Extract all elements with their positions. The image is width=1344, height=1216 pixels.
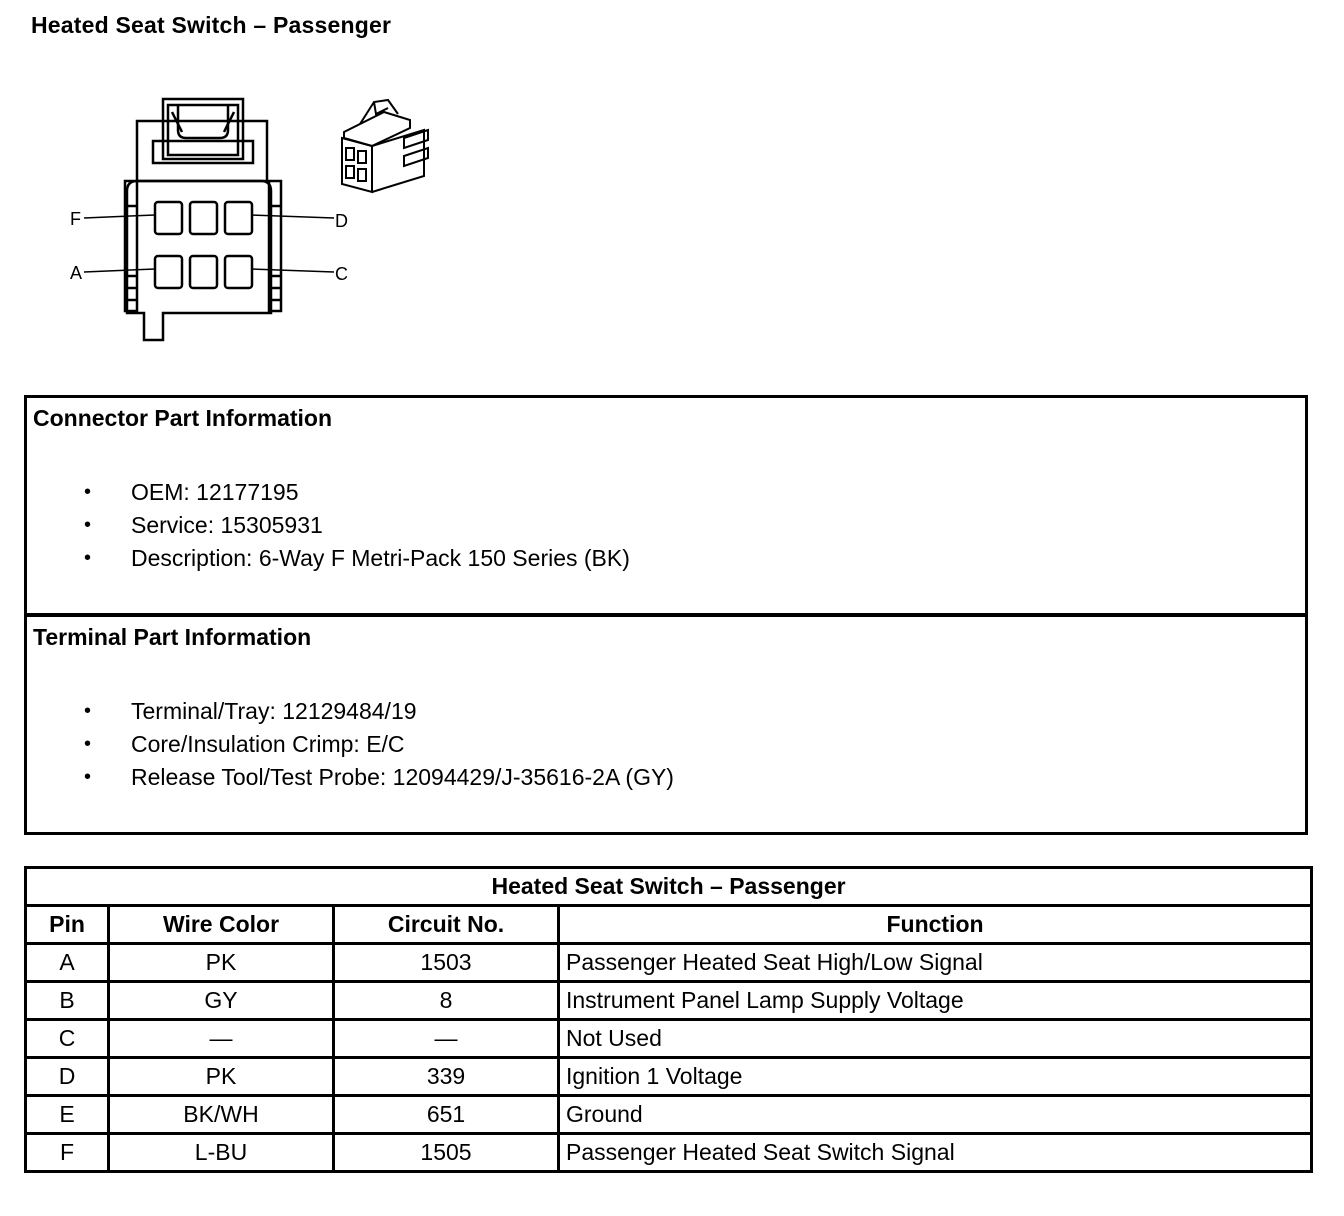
bullet-icon: • [84,547,92,569]
connector-isometric-view [332,94,442,199]
list-item [27,695,674,728]
table-row [26,982,1312,1020]
connector-part-info-box [24,395,1308,616]
function-cell: Passenger Heated Seat High/Low Signal [559,944,1312,982]
pin-label-d: D [335,211,348,231]
terminal-info-list [27,695,674,794]
circuit-cell: 339 [334,1058,559,1096]
connector-service: Service: 15305931 [131,512,323,538]
column-header-wire-color: Wire Color [109,906,334,944]
circuit-cell: 651 [334,1096,559,1134]
connector-description: Description: 6-Way F Metri-Pack 150 Series (BK) [131,545,630,571]
pin-label-c: C [335,264,348,284]
pin-cell: B [26,982,109,1020]
list-item [27,761,674,794]
connector-info-title: Connector Part Information [33,405,333,431]
wire-color-cell: L-BU [109,1134,334,1172]
connector-info-list [27,476,630,575]
table-header-row [26,906,1312,944]
pin-label-f: F [70,209,81,229]
wire-color-cell: PK [109,1058,334,1096]
pin-cell: D [26,1058,109,1096]
terminal-info-title: Terminal Part Information [33,624,312,650]
column-header-pin: Pin [26,906,109,944]
function-cell: Instrument Panel Lamp Supply Voltage [559,982,1312,1020]
terminal-part-info-box [24,614,1308,835]
bullet-icon: • [84,514,92,536]
page-title: Heated Seat Switch – Passenger [31,12,392,38]
circuit-cell: — [334,1020,559,1058]
connector-oem: OEM: 12177195 [131,479,299,505]
bullet-icon: • [84,700,92,722]
wire-color-cell: PK [109,944,334,982]
function-cell: Passenger Heated Seat Switch Signal [559,1134,1312,1172]
terminal-crimp: Core/Insulation Crimp: E/C [131,731,405,757]
function-cell: Ground [559,1096,1312,1134]
list-item [27,509,630,542]
wire-color-cell: GY [109,982,334,1020]
pin-cell: E [26,1096,109,1134]
pin-label-a: A [70,263,83,283]
bullet-icon: • [84,766,92,788]
bullet-icon: • [84,481,92,503]
terminal-release-tool: Release Tool/Test Probe: 12094429/J-35616-2A (GY) [131,764,674,790]
pin-function-table [24,866,1313,1173]
circuit-cell: 1503 [334,944,559,982]
column-header-circuit: Circuit No. [334,906,559,944]
table-caption-row [26,868,1312,906]
table-row [26,1020,1312,1058]
wire-color-cell: — [109,1020,334,1058]
table-row [26,1134,1312,1172]
pin-cell: A [26,944,109,982]
table-caption: Heated Seat Switch – Passenger [26,868,1312,906]
column-header-function: Function [559,906,1312,944]
function-cell: Not Used [559,1020,1312,1058]
function-cell: Ignition 1 Voltage [559,1058,1312,1096]
pin-cell: C [26,1020,109,1058]
terminal-tray: Terminal/Tray: 12129484/19 [131,698,417,724]
list-item [27,728,674,761]
wire-color-cell: BK/WH [109,1096,334,1134]
list-item [27,542,630,575]
circuit-cell: 1505 [334,1134,559,1172]
pin-cell: F [26,1134,109,1172]
table-row [26,944,1312,982]
list-item [27,476,630,509]
table-row [26,1096,1312,1134]
table-row [26,1058,1312,1096]
bullet-icon: • [84,733,92,755]
circuit-cell: 8 [334,982,559,1020]
